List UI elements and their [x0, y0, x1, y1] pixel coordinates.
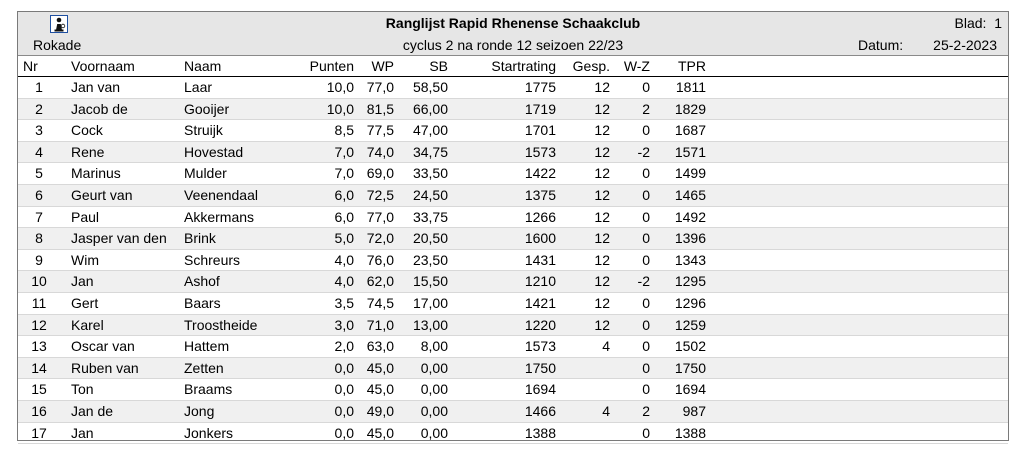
- cell-sb: 58,50: [412, 79, 448, 95]
- cell-nr: 6: [35, 186, 43, 203]
- cell-nr: 3: [35, 122, 43, 139]
- header-voornaam: Voornaam: [71, 58, 135, 74]
- cell-wz: -2: [637, 273, 650, 290]
- cell-nr: 4: [35, 143, 43, 160]
- header-gesp: Gesp.: [572, 58, 610, 74]
- cell-naam: Baars: [184, 294, 221, 311]
- header-row-2: [18, 33, 1008, 56]
- cell-tpr: 987: [682, 402, 706, 419]
- cell-wz: 0: [642, 186, 650, 203]
- cell-punten: 4,0: [334, 273, 354, 290]
- cell-wz: 2: [642, 100, 650, 117]
- cell-punten: 7,0: [334, 143, 354, 160]
- cell-sb: 47,00: [412, 122, 448, 139]
- cell-tpr: 1465: [674, 186, 706, 203]
- cell-tpr: 1492: [674, 208, 706, 225]
- cell-punten: 6,0: [334, 186, 354, 203]
- header-wz: W-Z: [623, 58, 650, 74]
- cell-punten: 3,5: [334, 294, 354, 311]
- cell-wz: 0: [642, 251, 650, 268]
- cell-naam: Veenendaal: [184, 186, 258, 203]
- cell-voornaam: Karel: [71, 316, 104, 333]
- cell-nr: 1: [35, 79, 43, 95]
- table-row: [18, 142, 1008, 164]
- cell-punten: 8,5: [334, 122, 354, 139]
- cell-wp: 49,0: [366, 402, 394, 419]
- cell-wp: 45,0: [366, 381, 394, 398]
- cell-startrating: 1573: [524, 338, 556, 355]
- cell-tpr: 1750: [674, 359, 706, 376]
- cell-naam: Struijk: [184, 122, 223, 139]
- cell-wp: 71,0: [366, 316, 394, 333]
- cell-tpr: 1343: [674, 251, 706, 268]
- cell-voornaam: Wim: [71, 251, 99, 268]
- header-sb: SB: [429, 58, 448, 74]
- cell-tpr: 1811: [675, 79, 706, 95]
- cell-tpr: 1396: [674, 230, 706, 247]
- header-nr: Nr: [23, 58, 38, 74]
- cell-punten: 0,0: [334, 402, 354, 419]
- cell-wp: 72,0: [366, 230, 394, 247]
- cell-startrating: 1600: [524, 230, 556, 247]
- cell-sb: 33,50: [412, 165, 448, 182]
- cell-naam: Jong: [184, 402, 215, 419]
- table-row: [18, 163, 1008, 185]
- cell-nr: 13: [31, 338, 47, 355]
- cell-sb: 24,50: [412, 186, 448, 203]
- cell-punten: 10,0: [326, 100, 354, 117]
- date-value: 25-2-2023: [933, 37, 997, 53]
- cell-punten: 5,0: [334, 230, 354, 247]
- cell-wz: 0: [642, 165, 650, 182]
- cell-naam: Gooijer: [184, 100, 230, 117]
- cell-sb: 0,00: [420, 359, 448, 376]
- cell-sb: 66,00: [412, 100, 448, 117]
- table-row: [18, 250, 1008, 272]
- cell-voornaam: Jan: [71, 273, 94, 290]
- cell-wz: 0: [642, 79, 650, 95]
- cell-naam: Brink: [184, 230, 216, 247]
- cell-naam: Mulder: [184, 165, 227, 182]
- cell-naam: Schreurs: [184, 251, 241, 268]
- cell-startrating: 1375: [524, 186, 556, 203]
- cell-sb: 0,00: [420, 381, 448, 398]
- table-row: [18, 379, 1008, 401]
- cell-voornaam: Jan: [71, 424, 94, 441]
- cell-sb: 20,50: [412, 230, 448, 247]
- page-title: Ranglijst Rapid Rhenense Schaakclub: [385, 15, 641, 31]
- cell-wp: 62,0: [366, 273, 394, 290]
- cell-wz: 0: [642, 359, 650, 376]
- cell-tpr: 1388: [674, 424, 706, 441]
- cell-startrating: 1388: [524, 424, 556, 441]
- cell-gesp: 4: [602, 338, 610, 355]
- cell-tpr: 1694: [674, 381, 706, 398]
- cell-wp: 45,0: [366, 424, 394, 441]
- cell-sb: 13,00: [412, 316, 448, 333]
- cell-startrating: 1573: [524, 143, 556, 160]
- table-row: [18, 401, 1008, 423]
- cell-voornaam: Gert: [71, 294, 99, 311]
- cell-wz: 0: [642, 122, 650, 139]
- cell-nr: 10: [31, 273, 47, 290]
- standings-table: [18, 77, 1008, 444]
- sheet-number: [955, 15, 1003, 31]
- cell-naam: Zetten: [184, 359, 224, 376]
- cell-nr: 9: [35, 251, 43, 268]
- cell-wz: 0: [642, 294, 650, 311]
- cell-gesp: 12: [594, 165, 610, 182]
- cell-wp: 74,5: [366, 294, 394, 311]
- cell-startrating: 1719: [524, 100, 556, 117]
- cell-wz: 0: [642, 424, 650, 441]
- cell-gesp: 12: [594, 100, 610, 117]
- header-startrating: Startrating: [491, 58, 556, 74]
- table-row: [18, 77, 1008, 99]
- cell-nr: 8: [35, 230, 43, 247]
- cell-sb: 15,50: [412, 273, 448, 290]
- cell-wz: -2: [637, 143, 650, 160]
- cell-tpr: 1295: [674, 273, 706, 290]
- cell-gesp: 12: [594, 79, 610, 95]
- cell-gesp: 12: [594, 230, 610, 247]
- cell-punten: 0,0: [334, 424, 354, 441]
- cell-voornaam: Jan de: [71, 402, 114, 419]
- table-row: [18, 315, 1008, 337]
- cell-wz: 0: [642, 230, 650, 247]
- cell-gesp: 4: [602, 402, 610, 419]
- cell-startrating: 1266: [524, 208, 556, 225]
- cell-startrating: 1775: [524, 79, 556, 95]
- cell-nr: 7: [35, 208, 43, 225]
- cell-sb: 0,00: [420, 424, 448, 441]
- cell-nr: 12: [31, 316, 47, 333]
- cell-gesp: 12: [594, 251, 610, 268]
- cell-nr: 14: [31, 359, 47, 376]
- cell-nr: 11: [31, 294, 47, 311]
- cell-naam: Jonkers: [184, 424, 234, 441]
- cell-startrating: 1220: [524, 316, 556, 333]
- cell-wp: 74,0: [366, 143, 394, 160]
- cell-tpr: 1829: [674, 100, 706, 117]
- cell-nr: 2: [35, 100, 43, 117]
- cell-wp: 69,0: [366, 165, 394, 182]
- cell-startrating: 1210: [524, 273, 556, 290]
- table-row: [18, 293, 1008, 315]
- cell-gesp: 12: [594, 273, 610, 290]
- cell-voornaam: Marinus: [71, 165, 121, 182]
- cell-startrating: 1431: [524, 251, 556, 268]
- cell-nr: 16: [31, 402, 47, 419]
- cell-wz: 0: [642, 208, 650, 225]
- cell-voornaam: Rene: [71, 143, 105, 160]
- cell-wp: 77,5: [366, 122, 394, 139]
- cell-tpr: 1687: [674, 122, 706, 139]
- club-name: Rokade: [33, 37, 82, 53]
- cell-voornaam: Ruben van: [71, 359, 139, 376]
- table-row: [18, 99, 1008, 121]
- cell-startrating: 1694: [524, 381, 556, 398]
- cell-voornaam: Jan van: [71, 79, 121, 95]
- cell-punten: 3,0: [334, 316, 354, 333]
- cell-sb: 33,75: [412, 208, 448, 225]
- cell-gesp: 12: [594, 208, 610, 225]
- cell-startrating: 1422: [524, 165, 556, 182]
- cell-wp: 63,0: [366, 338, 394, 355]
- cell-voornaam: Jacob de: [71, 100, 128, 117]
- column-headers: [18, 56, 1008, 77]
- table-row: [18, 336, 1008, 358]
- header-row-1: [18, 12, 1008, 33]
- cell-voornaam: Cock: [71, 122, 103, 139]
- cell-tpr: 1499: [674, 165, 706, 182]
- header-naam: Naam: [184, 58, 222, 74]
- cell-voornaam: Paul: [71, 208, 100, 225]
- blad-value: 1: [994, 15, 1002, 31]
- cell-naam: Ashof: [184, 273, 220, 290]
- cell-startrating: 1701: [524, 122, 556, 139]
- table-row: [18, 228, 1008, 250]
- cell-punten: 2,0: [334, 338, 354, 355]
- cell-punten: 0,0: [334, 381, 354, 398]
- cell-nr: 17: [31, 424, 47, 441]
- cell-wp: 81,5: [366, 100, 394, 117]
- table-row: [18, 120, 1008, 142]
- cell-wp: 45,0: [366, 359, 394, 376]
- cell-naam: Braams: [184, 381, 233, 398]
- standings-sheet: [17, 11, 1009, 441]
- cell-voornaam: Ton: [71, 381, 94, 398]
- table-row: [18, 207, 1008, 229]
- table-row: [18, 185, 1008, 207]
- cell-wz: 0: [642, 338, 650, 355]
- cell-startrating: 1466: [524, 402, 556, 419]
- cell-gesp: 12: [594, 186, 610, 203]
- cell-voornaam: Geurt van: [71, 186, 133, 203]
- table-row: [18, 358, 1008, 380]
- cell-naam: Troostheide: [184, 316, 258, 333]
- cell-startrating: 1750: [524, 359, 556, 376]
- header-wp: WP: [371, 58, 394, 74]
- cell-nr: 15: [31, 381, 47, 398]
- cell-voornaam: Oscar van: [71, 338, 135, 355]
- cell-punten: 4,0: [334, 251, 354, 268]
- cell-sb: 8,00: [420, 338, 448, 355]
- cell-tpr: 1259: [674, 316, 706, 333]
- header-punten: Punten: [309, 58, 354, 74]
- cell-gesp: 12: [594, 143, 610, 160]
- cell-gesp: 12: [594, 294, 610, 311]
- cell-wz: 0: [642, 381, 650, 398]
- cell-gesp: 12: [594, 316, 610, 333]
- cell-wp: 77,0: [366, 79, 394, 95]
- cell-naam: Hovestad: [184, 143, 244, 160]
- cell-tpr: 1296: [674, 294, 706, 311]
- date-label: Datum:: [858, 37, 904, 53]
- cell-wp: 77,0: [366, 208, 394, 225]
- cell-naam: Hattem: [184, 338, 230, 355]
- cell-startrating: 1421: [524, 294, 556, 311]
- table-row: [18, 423, 1008, 445]
- cell-gesp: 12: [594, 122, 610, 139]
- cell-tpr: 1502: [674, 338, 706, 355]
- cell-naam: Akkermans: [184, 208, 255, 225]
- table-row: [18, 271, 1008, 293]
- cell-punten: 6,0: [334, 208, 354, 225]
- cell-punten: 10,0: [326, 79, 354, 95]
- header-tpr: TPR: [678, 58, 706, 74]
- cell-sb: 17,00: [412, 294, 448, 311]
- cell-wp: 72,5: [366, 186, 394, 203]
- cell-sb: 34,75: [412, 143, 448, 160]
- cell-sb: 0,00: [420, 402, 448, 419]
- cell-wz: 0: [642, 316, 650, 333]
- blad-label: Blad:: [954, 15, 987, 31]
- cell-sb: 23,50: [412, 251, 448, 268]
- cell-wp: 76,0: [366, 251, 394, 268]
- cell-nr: 5: [35, 165, 43, 182]
- cell-punten: 0,0: [334, 359, 354, 376]
- cell-punten: 7,0: [334, 165, 354, 182]
- cell-wz: 2: [642, 402, 650, 419]
- cell-voornaam: Jasper van den: [71, 230, 167, 247]
- cell-tpr: 1571: [674, 143, 706, 160]
- cell-naam: Laar: [184, 79, 213, 95]
- cycle-info: cyclus 2 na ronde 12 seizoen 22/23: [402, 37, 624, 53]
